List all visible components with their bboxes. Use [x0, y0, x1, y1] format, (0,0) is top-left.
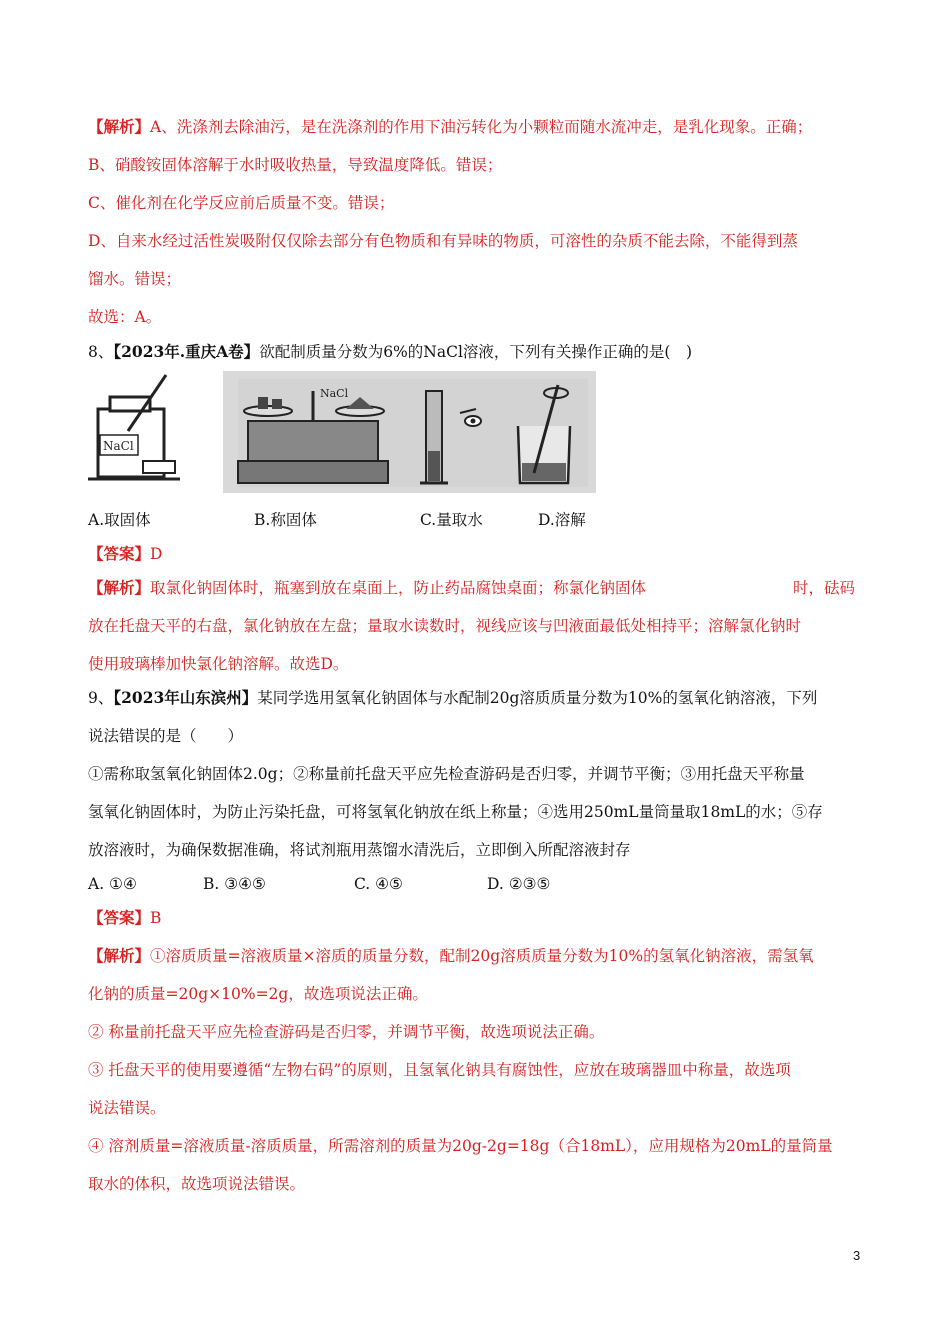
q9-answer-value: B [150, 909, 162, 927]
q8-analysis-label: 【解析】 [88, 578, 151, 597]
q8-analysis-line1 [88, 578, 646, 598]
q8-option-c: C.量取水 [420, 511, 483, 529]
q8-analysis-line3: 使用玻璃棒加快氯化钠溶解。故选D。 [88, 655, 349, 673]
q9-analysis-2-line1: ② 称量前托盘天平应先检查游码是否归零，并调节平衡，故选项说法正确。 [88, 1023, 605, 1041]
q9-answer [88, 908, 161, 928]
q9-analysis-1-line2: 化钠的质量=20g×10%=2g，故选项说法正确。 [88, 985, 428, 1003]
q8-stem-text: 欲配制质量分数为6%的NaCl溶液，下列有关操作正确的是( ) [259, 343, 692, 361]
q8-analysis-line2: 放在托盘天平的右盘，氯化钠放在左盘；量取水读数时，视线应该与凹液面最低处相持平；溶解氯化钠时 [88, 617, 802, 635]
analysis-text: A、洗涤剂去除油污，是在洗涤剂的作用下油污转化为小颗粒而随水流冲走，是乳化现象。正确； [150, 118, 813, 136]
q9-body-line3: 放溶液时，为确保数据准确，将试剂瓶用蒸馏水清洗后，立即倒入所配溶液封存 [88, 841, 631, 859]
analysis-prev-line3: C、催化剂在化学反应前后质量不变。错误； [88, 194, 395, 212]
q9-analysis-text1: ①溶质质量=溶液质量×溶质的质量分数，配制20g溶质质量分数为10%的氢氧化钠溶液，需氢氧 [150, 947, 814, 965]
q8-answer-label: 【答案】 [88, 544, 151, 563]
q8-option-d: D.溶解 [538, 511, 586, 529]
page-number: 3 [853, 1248, 861, 1263]
q9-body-line2: 氢氧化钠固体时，为防止污染托盘，可将氢氧化钠放在纸上称量；④选用250mL量筒量取18mL的水；⑤存 [88, 803, 823, 821]
analysis-prev-line6: 故选：A。 [88, 308, 162, 326]
q8-option-a: A.取固体 [88, 511, 151, 529]
analysis-prev-line1 [88, 117, 812, 137]
q8-analysis-text1a: 取氯化钠固体时，瓶塞到放在桌面上，防止药品腐蚀桌面；称氯化钠固体 [150, 579, 647, 597]
q8-number: 8、 [88, 343, 114, 361]
q9-stem-line1 [88, 688, 817, 708]
analysis-label: 【解析】 [88, 117, 151, 136]
q9-number: 9、 [88, 689, 114, 707]
q8-answer-value: D [150, 545, 163, 563]
q9-analysis-label: 【解析】 [88, 946, 151, 965]
q9-stem-text1: 某同学选用氢氧化钠固体与水配制20g溶质质量分数为10%的氢氧化钠溶液，下列 [257, 689, 818, 707]
q9-analysis-3-line1: ③ 托盘天平的使用要遵循“左物右码”的原则，且氢氧化钠具有腐蚀性，应放在玻璃器皿中称量，故选项 [88, 1061, 791, 1079]
q8-stem [88, 342, 692, 362]
q9-analysis-4-line1: ④ 溶剂质量=溶液质量-溶质质量，所需溶剂的质量为20g-2g=18g（合18mL），应用规格为20mL的量筒量 [88, 1137, 833, 1155]
q9-analysis-3-line2: 说法错误。 [88, 1099, 166, 1117]
q9-option-c: C. ④⑤ [354, 875, 403, 893]
analysis-prev-line4: D、自来水经过活性炭吸附仅仅除去部分有色物质和有异味的物质，可溶性的杂质不能去除，不能得到蒸 [88, 232, 798, 250]
balance-label: NaCl [320, 387, 349, 400]
q8-source: 【2023年.重庆A卷】 [113, 342, 260, 361]
analysis-prev-line5: 馏水。错误； [88, 270, 182, 288]
q9-option-b: B. ③④⑤ [203, 875, 266, 893]
q8-option-b: B.称固体 [254, 511, 317, 529]
q9-option-a: A. ①④ [88, 875, 137, 893]
q8-figure-svg [88, 371, 596, 493]
bottle-label: NaCl [103, 439, 134, 453]
q9-body-line1: ①需称取氢氧化钠固体2.0g；②称量前托盘天平应先检查游码是否归零，并调节平衡；③用托盘天平称量 [88, 765, 805, 783]
q8-figure [88, 371, 596, 493]
q9-source: 【2023年山东滨州】 [113, 688, 258, 707]
q8-answer [88, 544, 162, 564]
q8-analysis-line1b: 时，砝码 [793, 579, 856, 597]
q9-option-d: D. ②③⑤ [487, 875, 551, 893]
reagent-bottle-icon [88, 375, 180, 479]
q9-stem-line2: 说法错误的是（ ） [88, 727, 244, 745]
q9-answer-label: 【答案】 [88, 908, 151, 927]
q9-analysis-4-line2: 取水的体积，故选项说法错误。 [88, 1175, 306, 1193]
q9-analysis-1-line1 [88, 946, 814, 966]
analysis-prev-line2: B、硝酸铵固体溶解于水时吸收热量，导致温度降低。错误； [88, 156, 503, 174]
